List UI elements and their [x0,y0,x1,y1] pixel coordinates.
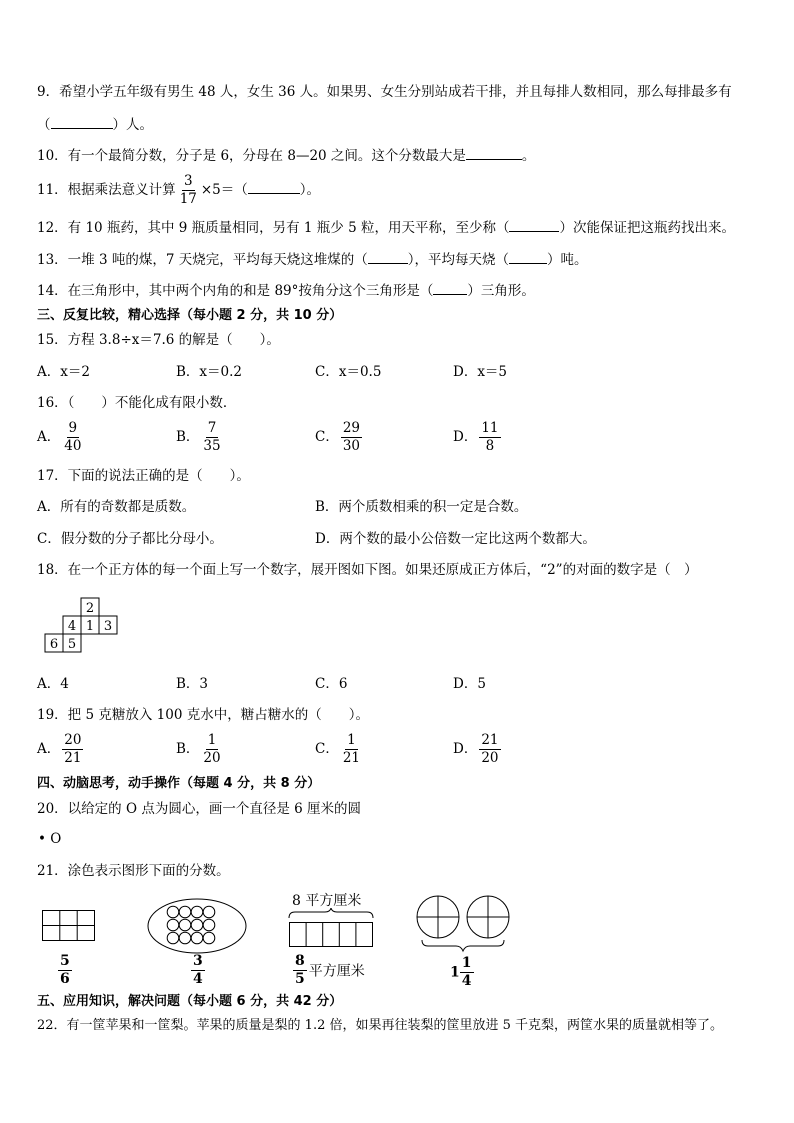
fraction [293,953,307,988]
numerator: 7 [207,420,217,436]
question-19: 19．把 5 克糖放入 100 克水中，糖占糖水的（ ）。 [37,707,369,723]
option-label: A． [37,429,61,445]
q13-text: 13．一堆 3 吨的煤，7 天烧完，平均每天烧这堆煤的（ [37,252,368,268]
circle-item [203,919,215,931]
two-circles-figure[interactable] [412,893,520,955]
numerator: 1 [347,732,356,748]
numerator: 20 [64,732,82,748]
answer-blank[interactable] [51,114,113,129]
q18-option-c[interactable]: C．6 [315,676,348,692]
net-number: 1 [85,619,95,634]
question-15: 15．方程 3.8÷x＝7.6 的解是（ ）。 [37,332,280,348]
denominator: 5 [295,971,305,987]
q16-option-b[interactable] [176,420,225,455]
fraction [62,420,83,455]
section-5-heading: 五、应用知识，解决问题（每小题 6 分，共 42 分） [37,994,343,1009]
denominator: 40 [64,438,82,454]
numerator: 5 [60,953,70,969]
q11-text: 11．根据乘法意义计算 [37,182,176,198]
q13-mid: ），平均每天烧（ [407,252,509,268]
q14-suffix: ）三角形。 [467,283,535,299]
denominator: 30 [342,438,361,454]
option-label: D． [453,741,478,757]
denominator: 20 [203,750,221,766]
numerator: 11 [481,420,499,436]
net-number: 5 [67,637,77,652]
denominator: 35 [203,438,221,454]
q17-option-c[interactable]: C．假分数的分子都比分母小。 [37,531,223,547]
answer-blank[interactable] [509,249,547,264]
fraction-3-4 [189,953,207,988]
question-16: 16．（ ）不能化成有限小数． [37,395,237,411]
numerator: 29 [342,420,361,436]
fraction [62,732,83,767]
q15-option-d[interactable]: D．x＝5 [453,364,508,380]
q18-option-b[interactable]: B．3 [176,676,209,692]
unit-label: 平方厘米 [308,963,365,980]
q18-option-d[interactable]: D．5 [453,676,486,692]
area-fraction-label [291,953,365,988]
numerator: 9 [68,420,78,436]
q15-option-c[interactable]: C．x＝0.5 [315,364,382,380]
answer-blank[interactable] [509,217,559,232]
fraction [460,955,474,990]
question-11 [37,172,320,208]
mixed-number-1-1-4 [450,955,476,990]
circle-item [167,906,179,918]
q15-option-a[interactable]: A．x＝2 [37,364,90,380]
circle-item [191,932,203,944]
question-17: 17．下面的说法正确的是（ ）。 [37,468,250,484]
q13-suffix: ）吨。 [546,252,588,268]
denominator: 4 [461,973,472,989]
circle-item [179,906,191,918]
question-20: 20．以给定的 O 点为圆心，画一个直径是 6 厘米的圆 [37,801,361,817]
question-9-line2 [37,114,153,135]
fraction [201,420,222,455]
q15-option-b[interactable]: B．x＝0.2 [176,364,243,380]
fraction [341,420,362,455]
fraction-3-17 [178,173,199,208]
bottom-brace [422,940,504,951]
question-10 [37,145,535,166]
fraction [479,732,500,767]
denominator: 4 [193,971,203,987]
cube-net-diagram [40,596,124,656]
denominator: 21 [64,750,82,766]
answer-blank[interactable] [368,249,408,264]
denominator: 17 [179,191,197,207]
question-14 [37,280,535,301]
circle-item [179,919,191,931]
answer-blank[interactable] [433,280,467,295]
q19-option-b[interactable] [176,732,225,767]
denominator: 6 [60,971,70,987]
q10-suffix: 。 [521,148,536,164]
circle-item [167,932,179,944]
q10-text: 10．有一个最简分数，分子是 6，分母在 8—20 之间。这个分数最大是 [37,148,466,164]
rectangle-parts-figure[interactable] [285,908,377,950]
top-brace [289,908,373,918]
q9-suffix: ）人。 [112,117,153,133]
denominator: 8 [485,438,495,454]
circle-item [203,906,215,918]
question-12 [37,217,735,238]
option-label: B． [176,429,200,445]
denominator: 21 [342,750,361,766]
q11-suffix: ）。 [299,182,321,198]
numerator: 3 [183,173,193,189]
q12-suffix: ）次能保证把这瓶药找出来。 [559,220,735,236]
ellipse-outline [148,899,246,953]
q16-option-c[interactable] [315,420,364,455]
q17-option-b[interactable]: B．两个质数相乘的积一定是合数。 [315,499,528,515]
option-label: C． [315,741,339,757]
grid-rectangle-figure[interactable] [40,908,98,944]
answer-blank[interactable] [466,145,522,160]
net-number: 2 [85,601,95,616]
numerator: 8 [295,953,305,969]
fraction-5-6 [56,953,74,988]
numerator: 1 [207,732,217,748]
question-18: 18．在一个正方体的每一个面上写一个数字，展开图如下图。如果还原成正方体后，“2”的对面的数字是（ ） [37,562,698,578]
circle-item [167,919,179,931]
circle-item [203,932,215,944]
q9-prefix: （ [37,117,51,133]
q17-option-d[interactable]: D．两个数的最小公倍数一定比这两个数都大。 [315,531,596,547]
question-21: 21．涂色表示图形下面的分数。 [37,863,230,879]
q19-option-c[interactable] [315,732,364,767]
q19-option-a[interactable] [37,732,85,767]
circle-item [191,906,203,918]
denominator: 20 [481,750,499,766]
section-4-heading: 四、动脑思考，动手操作（每题 4 分，共 8 分） [37,776,321,791]
q16-option-a[interactable] [37,420,85,455]
net-number: 6 [49,637,59,652]
circle-item [179,932,191,944]
center-point-o: • O [38,831,62,847]
fraction [58,953,72,988]
question-13 [37,249,587,270]
whole-part: 1 [450,964,460,981]
numerator: 21 [481,732,499,748]
option-label: C． [315,429,339,445]
ellipse-circles-figure[interactable] [145,896,249,956]
q11-mid: ×5＝（ [200,182,248,198]
option-label: D． [453,429,478,445]
question-22: 22．有一筐苹果和一筐梨。苹果的质量是梨的 1.2 倍，如果再往装梨的筐里放进 5 千克梨，两筐水果的质量就相等了。 [37,1018,724,1033]
q12-text: 12．有 10 瓶药，其中 9 瓶质量相同，另有 1 瓶少 5 粒，用天平称，至少称（ [37,220,510,236]
q14-text: 14．在三角形中，其中两个内角的和是 89°按角分这个三角形是（ [37,283,434,299]
numerator: 3 [193,953,203,969]
net-number: 4 [67,619,77,634]
q18-option-a[interactable]: A．4 [37,676,69,692]
rectangle-outline [290,923,373,947]
area-label-top: 8 平方厘米 [292,893,362,909]
q17-option-a[interactable]: A．所有的奇数都是质数。 [37,499,196,515]
q16-option-d[interactable] [453,420,503,455]
question-9-line1: 9．希望小学五年级有男生 48 人，女生 36 人。如果男、女生分别站成若干排，并且每排人数相同，那么每排最多有 [37,84,732,100]
net-number: 3 [103,619,113,634]
option-label: B． [176,741,200,757]
fraction [201,732,222,767]
fraction [191,953,205,988]
option-label: A． [37,741,61,757]
numerator: 1 [461,955,472,971]
section-3-heading: 三、反复比较，精心选择（每小题 2 分，共 10 分） [37,308,343,323]
fraction [341,732,362,767]
circle-item [191,919,203,931]
q19-option-d[interactable] [453,732,503,767]
answer-blank[interactable] [248,179,300,194]
fraction [479,420,500,455]
